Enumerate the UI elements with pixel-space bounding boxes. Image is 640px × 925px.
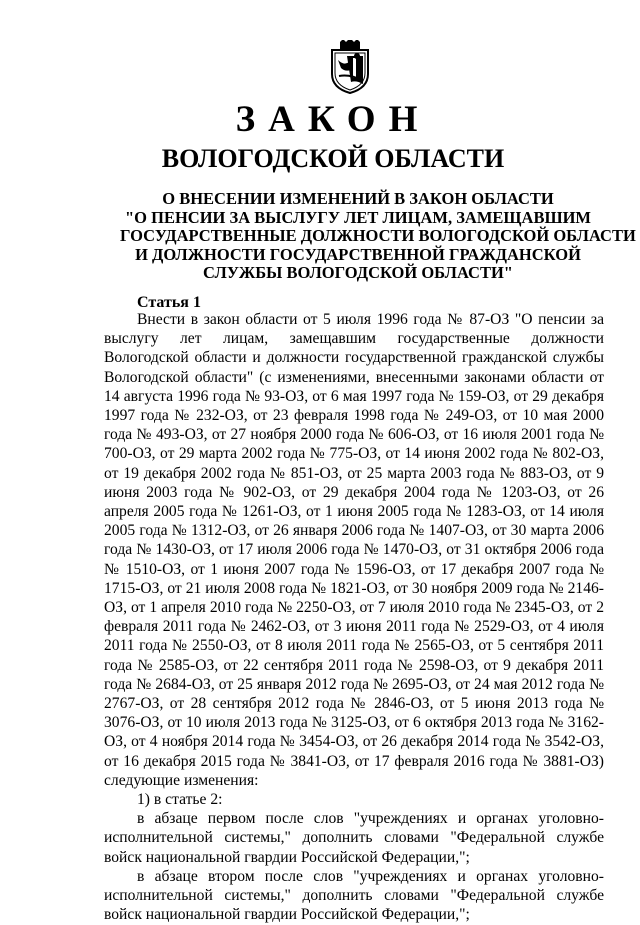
subject-line: ГОСУДАРСТВЕННЫЕ ДОЛЖНОСТИ ВОЛОГОДСКОЙ ОБЛАСТИ	[120, 226, 636, 246]
subject-line: СЛУЖБЫ ВОЛОГОДСКОЙ ОБЛАСТИ"	[203, 263, 513, 283]
subject-line: И ДОЛЖНОСТИ ГОСУДАРСТВЕННОЙ ГРАЖДАНСКОЙ	[135, 244, 581, 264]
article-heading: Статья 1	[137, 294, 201, 311]
law-subject	[120, 189, 636, 283]
amendment-paragraph: в абзаце первом после слов "учреждениях и органах уголовно-исполнительной системы," дополнить словами "Федеральной службе войск национальной гвардии Российской Федерации,";	[104, 810, 604, 866]
article-body	[104, 310, 604, 925]
region-name: ВОЛОГОДСКОЙ ОБЛАСТИ	[161, 144, 505, 173]
article-intro: Внести в закон области от 5 июля 1996 года № 87-ОЗ "О пенсии за выслугу лет лицам, замещавшим государственные должности Вологодской области и должности государственной гражданской службы Вологодской области" (с изменениями, внесенными законами области от 14 августа 1996 года № 93-ОЗ, от 6 мая 1997 года № 159-ОЗ, от 29 декабря 1997 года № 232-ОЗ, от 23 февраля 1998 года № 249-ОЗ, от 10 мая 2000 года № 493-ОЗ, от 27 ноября 2000 года № 606-ОЗ, от 16 июля 2001 года № 700-ОЗ, от 29 марта 2002 года № 775-ОЗ, от 14 июня 2002 года № 802-ОЗ, от 19 декабря 2002 года № 851-ОЗ, от 25 марта 2003 года № 883-ОЗ, от 9 июня 2003 года № 902-ОЗ, от 29 декабря 2004 года № 1203-ОЗ, от 26 апреля 2005 года № 1261-ОЗ, от 1 июня 2005 года № 1283-ОЗ, от 14 июля 2005 года № 1312-ОЗ, от 26 января 2006 года № 1407-ОЗ, от 30 марта 2006 года № 1430-ОЗ, от 17 июля 2006 года № 1470-ОЗ, от 31 октября 2006 года № 1510-ОЗ, от 1 июня 2007 года № 1596-ОЗ, от 17 декабря 2007 года № 1715-ОЗ, от 21 июля 2008 года № 1821-ОЗ, от 30 ноября 2009 года № 2146-ОЗ, от 1 апреля 2010 года № 2250-ОЗ, от 7 июля 2010 года № 2345-ОЗ, от 2 февраля 2011 года № 2462-ОЗ, от 3 июня 2011 года № 2529-ОЗ, от 4 июля 2011 года № 2550-ОЗ, от 8 июля 2011 года № 2565-ОЗ, от 5 сентября 2011 года № 2585-ОЗ, от 22 сентября 2011 года № 2598-ОЗ, от 9 декабря 2011 года № 2684-ОЗ, от 25 января 2012 года № 2695-ОЗ, от 24 мая 2012 года № 2767-ОЗ, от 28 сентября 2012 года № 2846-ОЗ, от 5 июня 2013 года № 3076-ОЗ, от 10 июля 2013 года № 3125-ОЗ, от 6 октября 2013 года № 3162-ОЗ, от 4 ноября 2014 года № 3454-ОЗ, от 26 декабря 2014 года № 3542-ОЗ, от 16 декабря 2015 года № 3841-ОЗ, от 17 февраля 2016 года № 3881-ОЗ) следующие изменения:	[104, 311, 604, 789]
amendment-paragraph: в абзаце втором после слов "учреждениях и органах уголовно-исполнительной системы," дополнить словами "Федеральной службе войск национальной гвардии Российской Федерации,";	[104, 867, 604, 924]
vologda-coat-of-arms-icon	[329, 40, 371, 94]
subject-line: О ВНЕСЕНИИ ИЗМЕНЕНИЙ В ЗАКОН ОБЛАСТИ	[162, 189, 554, 208]
subject-line: "О ПЕНСИИ ЗА ВЫСЛУГУ ЛЕТ ЛИЦАМ, ЗАМЕЩАВШИМ	[124, 207, 591, 227]
amendment-item: 1) в статье 2:	[137, 791, 223, 809]
law-title: ЗАКОН	[235, 99, 431, 140]
